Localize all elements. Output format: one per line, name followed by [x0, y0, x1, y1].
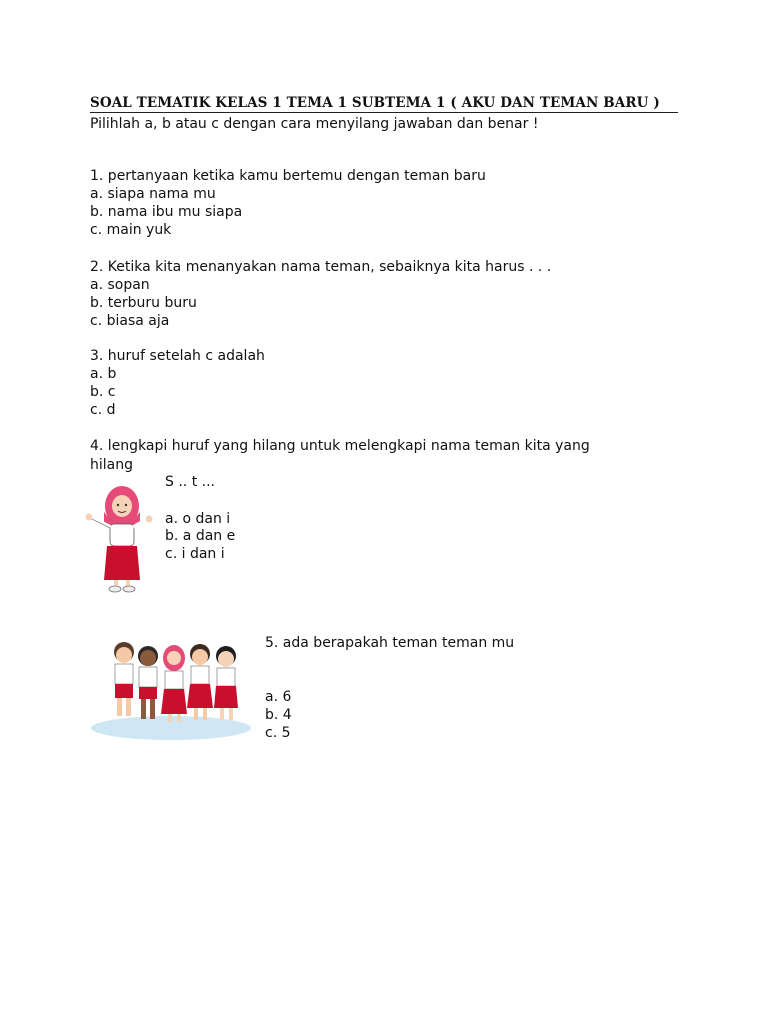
- question-3-option-a[interactable]: a. b: [90, 366, 117, 382]
- group-of-students-illustration: [88, 636, 254, 744]
- question-4-text-continued: hilang: [90, 457, 133, 473]
- question-5-text: 5. ada berapakah teman teman mu: [265, 635, 515, 651]
- question-4-text: 4. lengkapi huruf yang hilang untuk melengkapi nama teman kita yang: [90, 438, 590, 454]
- question-5-option-c[interactable]: c. 5: [265, 725, 291, 741]
- question-4-option-c[interactable]: c. i dan i: [165, 546, 225, 562]
- worksheet-title: SOAL TEMATIK KELAS 1 TEMA 1 SUBTEMA 1 ( AKU DAN TEMAN BARU ): [90, 95, 678, 113]
- question-2-option-c[interactable]: c. biasa aja: [90, 313, 170, 329]
- question-3-text: 3. huruf setelah c adalah: [90, 348, 265, 364]
- question-3-option-b[interactable]: b. c: [90, 384, 116, 400]
- question-1-text: 1. pertanyaan ketika kamu bertemu dengan teman baru: [90, 168, 486, 184]
- question-1-option-a[interactable]: a. siapa nama mu: [90, 186, 216, 202]
- question-4-option-b[interactable]: b. a dan e: [165, 528, 236, 544]
- question-5-option-a[interactable]: a. 6: [265, 689, 292, 705]
- question-5-option-b[interactable]: b. 4: [265, 707, 292, 723]
- question-4-prompt: S .. t ...: [165, 474, 215, 490]
- girl-with-hijab-illustration: [82, 478, 154, 596]
- question-4-option-a[interactable]: a. o dan i: [165, 511, 231, 527]
- question-2-option-a[interactable]: a. sopan: [90, 277, 150, 293]
- question-1-option-b[interactable]: b. nama ibu mu siapa: [90, 204, 243, 220]
- question-2-text: 2. Ketika kita menanyakan nama teman, sebaiknya kita harus . . .: [90, 259, 552, 275]
- question-3-option-c[interactable]: c. d: [90, 402, 116, 418]
- instruction-text: Pilihlah a, b atau c dengan cara menyilang jawaban dan benar !: [90, 116, 539, 132]
- question-1-option-c[interactable]: c. main yuk: [90, 222, 172, 238]
- question-2-option-b[interactable]: b. terburu buru: [90, 295, 197, 311]
